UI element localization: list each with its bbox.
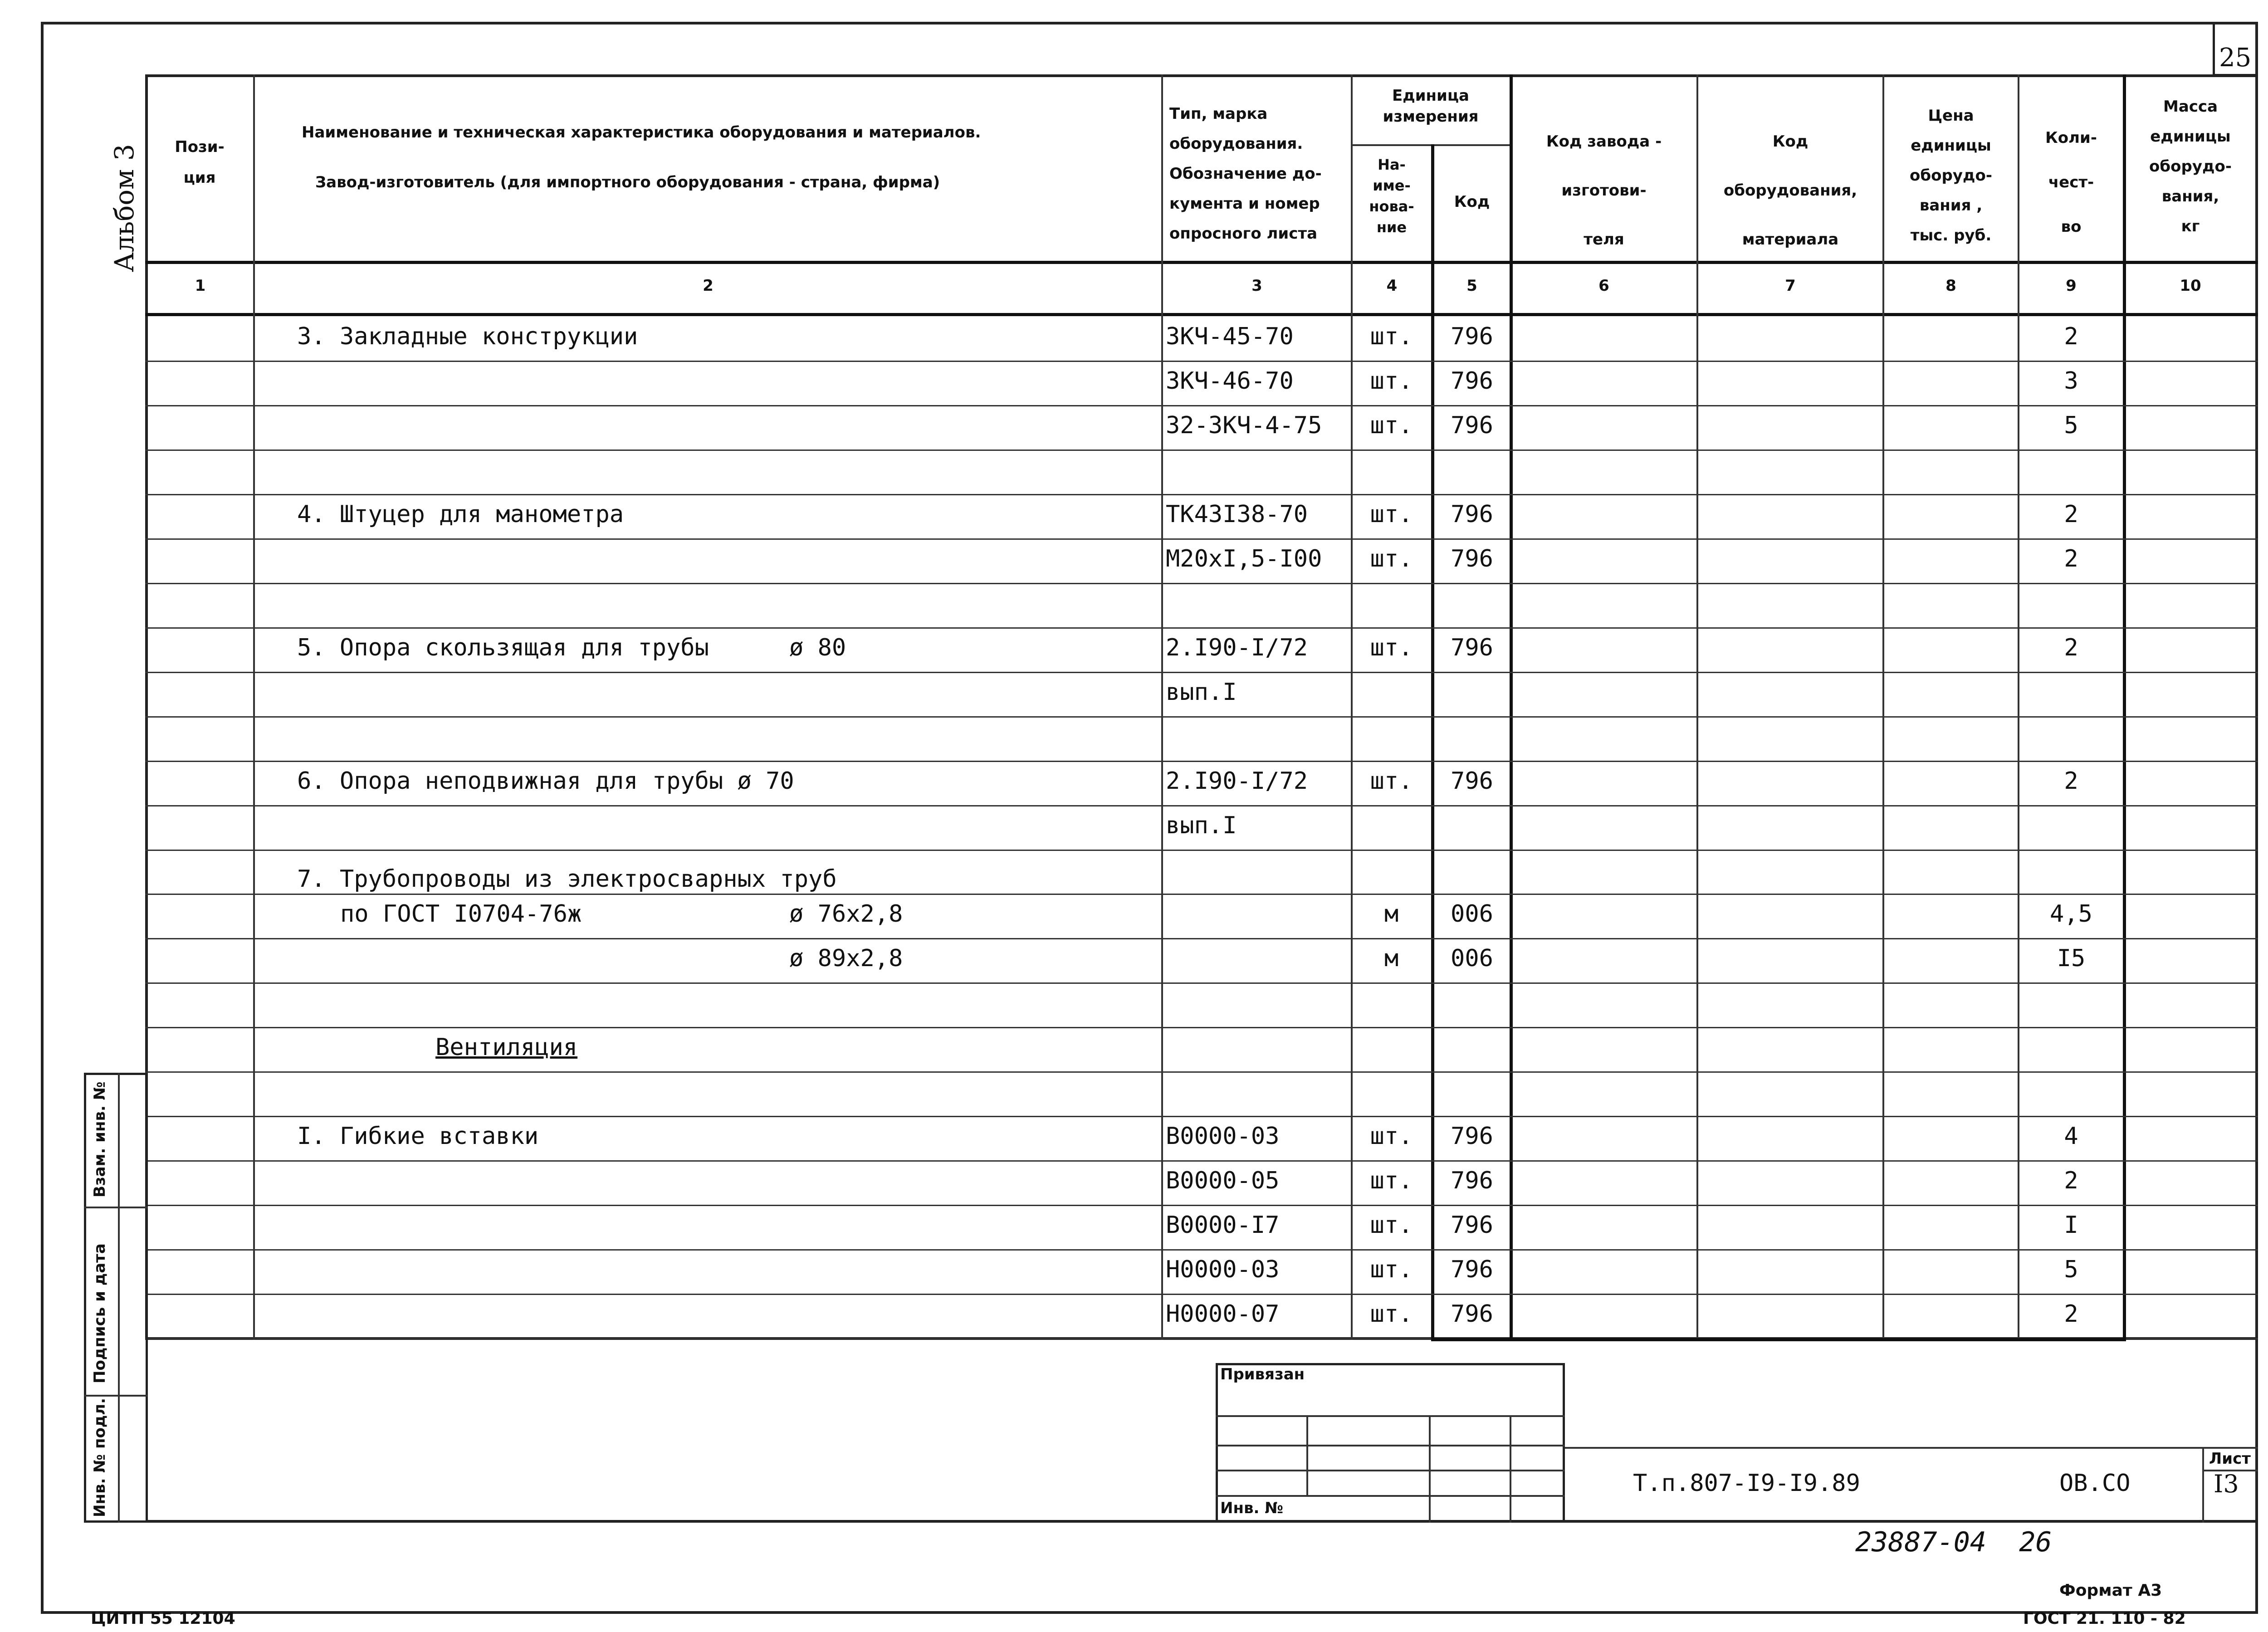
cell-qty: 4,5: [2050, 900, 2092, 928]
cell-unit: шт.: [1370, 412, 1413, 439]
header-col9: [2019, 116, 2123, 249]
cell-code: 796: [1451, 412, 1493, 439]
header-col8: [1884, 101, 2018, 250]
table-row: [0, 627, 2268, 672]
header-col7-line: оборудования,: [1723, 181, 1857, 200]
header-col10-line: оборудо-: [2149, 157, 2232, 176]
cell-type: В0000-I7: [1166, 1212, 1280, 1239]
header-col10-line: кг: [2181, 217, 2200, 235]
header-unit-group: Единица измерения: [1383, 87, 1479, 126]
footer-format: Формат А3: [2059, 1581, 2162, 1600]
header-col3-line: Обозначение до-: [1169, 165, 1322, 183]
doc-section: ОВ.СО: [2059, 1470, 2131, 1497]
page-number: 25: [2219, 43, 2252, 73]
privyazan-line-3: [1216, 1470, 1565, 1471]
cell-name: 3. Закладные конструкции: [297, 323, 638, 350]
privyazan-label: Привязан: [1220, 1365, 1305, 1383]
table-row: [0, 405, 2268, 450]
header-col7-line: Код: [1772, 132, 1809, 151]
inv-no-label: Инв. №: [1220, 1499, 1284, 1517]
cell-name_extra: ø 89х2,8: [789, 945, 903, 972]
cell-code: 006: [1451, 945, 1493, 972]
header-col8-line: единицы: [1911, 137, 1991, 155]
side-stamp-sep-2: [84, 1395, 148, 1397]
colnum-5: 5: [1466, 277, 1477, 295]
cell-name: Вентиляция: [435, 1034, 578, 1061]
cell-qty: 2: [2064, 1300, 2078, 1328]
privyazan-vline-3: [1510, 1415, 1511, 1523]
cell-name2: по ГОСТ I0704-76ж: [340, 900, 582, 928]
colnum-3: 3: [1251, 277, 1262, 295]
cell-unit: шт.: [1370, 767, 1413, 795]
cell-qty: 5: [2064, 412, 2078, 439]
cell-unit: шт.: [1370, 634, 1413, 661]
header-col9-line: Коли-: [2045, 129, 2097, 147]
header-col10-line: вания,: [2161, 187, 2219, 205]
side-label-vzam: Взам. инв. №: [91, 1081, 109, 1197]
header-col2-line1: Наименование и техническая характеристика оборудования и материалов.: [302, 123, 981, 142]
table-row: [0, 1294, 2268, 1338]
cell-type: Н0000-07: [1166, 1300, 1280, 1328]
header-col3-line: Тип, марка: [1169, 105, 1268, 123]
header-col6-line: изготови-: [1561, 181, 1647, 200]
header-col8-line: вания ,: [1919, 196, 1983, 215]
cell-unit: шт.: [1370, 367, 1413, 395]
cell-qty: I5: [2057, 945, 2086, 972]
table-row: [0, 938, 2268, 982]
header-col5: Код: [1454, 193, 1490, 211]
cell-code: 796: [1451, 1167, 1493, 1194]
header-col3-line: опросного листа: [1169, 225, 1318, 243]
colnum-10: 10: [2180, 277, 2201, 295]
table-row: [0, 865, 2268, 938]
colnum-8: 8: [1945, 277, 1956, 295]
table-row: [0, 672, 2268, 716]
cell-code: 796: [1451, 1256, 1493, 1283]
colnum-1: 1: [195, 277, 206, 295]
side-label-inv: Инв. № подл.: [91, 1397, 109, 1517]
cell-code: 796: [1451, 323, 1493, 350]
cell-unit: шт.: [1370, 545, 1413, 572]
footer-left: ЦИТП 55 12104: [91, 1609, 235, 1628]
cell-qty: 4: [2064, 1123, 2078, 1150]
sheet-number: I3: [2214, 1470, 2239, 1498]
table-row: [0, 1249, 2268, 1294]
cell-qty: 2: [2064, 545, 2078, 572]
header-col8-line: оборудо-: [1910, 166, 1992, 185]
header-col2-line2: Завод-изготовитель (для импортного оборудования - страна, фирма): [315, 173, 940, 191]
cell-unit: шт.: [1370, 1167, 1413, 1194]
cell-qty: 3: [2064, 367, 2078, 395]
cell-code: 796: [1451, 367, 1493, 395]
privyazan-line-4: [1216, 1495, 1565, 1497]
cell-qty: 2: [2064, 323, 2078, 350]
cell-name_extra: ø 80: [789, 634, 846, 661]
header-col8-line: Цена: [1928, 107, 1974, 125]
header-bottom-line: [145, 261, 2258, 264]
cell-code: 796: [1451, 1123, 1493, 1150]
cell-type: М20хI,5-I00: [1166, 545, 1322, 572]
title-block-top: [1565, 1447, 2258, 1449]
header-col10-line: единицы: [2150, 127, 2231, 146]
table-row: [0, 361, 2268, 405]
cell-unit: шт.: [1370, 501, 1413, 528]
sheet-box-left: [2202, 1447, 2204, 1523]
cell-unit: м: [1384, 945, 1399, 972]
cell-type: вып.I: [1166, 679, 1237, 706]
header-col9-line: во: [2061, 218, 2082, 236]
header-col6-line: теля: [1584, 230, 1624, 249]
table-row: [0, 316, 2268, 361]
header-col6: [1511, 117, 1696, 264]
side-stamp-divider: [118, 1073, 120, 1523]
table-row: [0, 494, 2268, 538]
header-col6-line: Код завода -: [1546, 132, 1662, 151]
cell-code: 006: [1451, 900, 1493, 928]
colnum-9: 9: [2066, 277, 2077, 295]
table-row: [0, 1160, 2268, 1205]
header-col3-line: оборудования.: [1169, 135, 1303, 153]
colnum-6: 6: [1598, 277, 1609, 295]
table-row: [0, 716, 2268, 761]
cell-unit: м: [1384, 900, 1399, 928]
cell-type: 2.I90-I/72: [1166, 767, 1308, 795]
privyazan-vline-2: [1429, 1415, 1431, 1523]
table-row: [0, 761, 2268, 805]
cell-type: ЗКЧ-45-70: [1166, 323, 1294, 350]
privyazan-line-1: [1216, 1415, 1565, 1417]
cell-name: I. Гибкие вставки: [297, 1123, 539, 1150]
cell-type: 32-ЗКЧ-4-75: [1166, 412, 1322, 439]
colnum-7: 7: [1785, 277, 1796, 295]
cell-name_extra: ø 76х2,8: [789, 900, 903, 928]
table-row: [0, 982, 2268, 1027]
privyazan-vline-1: [1306, 1415, 1308, 1495]
privyazan-line-2: [1216, 1445, 1565, 1446]
header-col4: На- име- нова- ние: [1369, 156, 1414, 236]
header-col3-line: кумента и номер: [1169, 195, 1320, 213]
colnum-bottom-line: [145, 313, 2258, 316]
cell-unit: шт.: [1370, 1123, 1413, 1150]
handwritten-number: 23887-04 26: [1855, 1526, 2052, 1558]
cell-qty: I: [2064, 1212, 2078, 1239]
cell-unit: шт.: [1370, 1212, 1413, 1239]
cell-qty: 2: [2064, 1167, 2078, 1194]
table-row: [0, 1027, 2268, 1071]
unit-subheader-line: [1351, 144, 1510, 146]
cell-type: ТК43I38-70: [1166, 501, 1308, 528]
header-col9-line: чест-: [2048, 173, 2094, 191]
cell-type: 2.I90-I/72: [1166, 634, 1308, 661]
table-row: [0, 1071, 2268, 1116]
table-row: [0, 450, 2268, 494]
cell-unit: шт.: [1370, 1256, 1413, 1283]
cell-name: 7. Трубопроводы из электросварных труб: [297, 865, 837, 893]
cell-name: 5. Опора скользящая для трубы: [297, 634, 709, 661]
cell-type: ЗКЧ-46-70: [1166, 367, 1294, 395]
cell-code: 796: [1451, 1212, 1493, 1239]
album-label: Альбом 3: [109, 144, 140, 272]
cell-type: В0000-05: [1166, 1167, 1280, 1194]
header-col7-line: материала: [1742, 230, 1839, 249]
cell-name: 6. Опора неподвижная для трубы ø 70: [297, 767, 794, 795]
cell-code: 796: [1451, 1300, 1493, 1328]
table-row: [0, 1116, 2268, 1160]
cell-code: 796: [1451, 545, 1493, 572]
bottom-stamp-frame: [148, 1340, 2258, 1523]
colnum-2: 2: [703, 277, 714, 295]
header-col3: [1169, 99, 1349, 249]
cell-type: вып.I: [1166, 812, 1237, 839]
header-col10-line: Масса: [2163, 98, 2218, 116]
cell-qty: 5: [2064, 1256, 2078, 1283]
table-row: [0, 805, 2268, 850]
doc-code: Т.п.807-I9-I9.89: [1633, 1470, 1860, 1497]
header-col10: [2126, 92, 2255, 241]
cell-code: 796: [1451, 634, 1493, 661]
cell-qty: 2: [2064, 501, 2078, 528]
cell-type: Н0000-03: [1166, 1256, 1280, 1283]
cell-qty: 2: [2064, 634, 2078, 661]
colnum-4: 4: [1386, 277, 1398, 295]
cell-qty: 2: [2064, 767, 2078, 795]
table-row: [0, 1205, 2268, 1249]
side-stamp-sep-1: [84, 1207, 148, 1208]
footer-gost: ГОСТ 21. 110 - 82: [2023, 1609, 2186, 1628]
header-col8-line: тыс. руб.: [1910, 226, 1992, 244]
side-label-sign: Подпись и дата: [91, 1243, 109, 1383]
cell-name: 4. Штуцер для манометра: [297, 501, 624, 528]
cell-unit: шт.: [1370, 323, 1413, 350]
cell-code: 796: [1451, 767, 1493, 795]
cell-unit: шт.: [1370, 1300, 1413, 1328]
table-row: [0, 538, 2268, 583]
header-col1: Пози- ция: [175, 138, 225, 187]
cell-code: 796: [1451, 501, 1493, 528]
header-col7: [1698, 117, 1882, 264]
sheet-label: Лист: [2209, 1450, 2251, 1468]
cell-type: В0000-03: [1166, 1123, 1280, 1150]
table-row: [0, 583, 2268, 627]
